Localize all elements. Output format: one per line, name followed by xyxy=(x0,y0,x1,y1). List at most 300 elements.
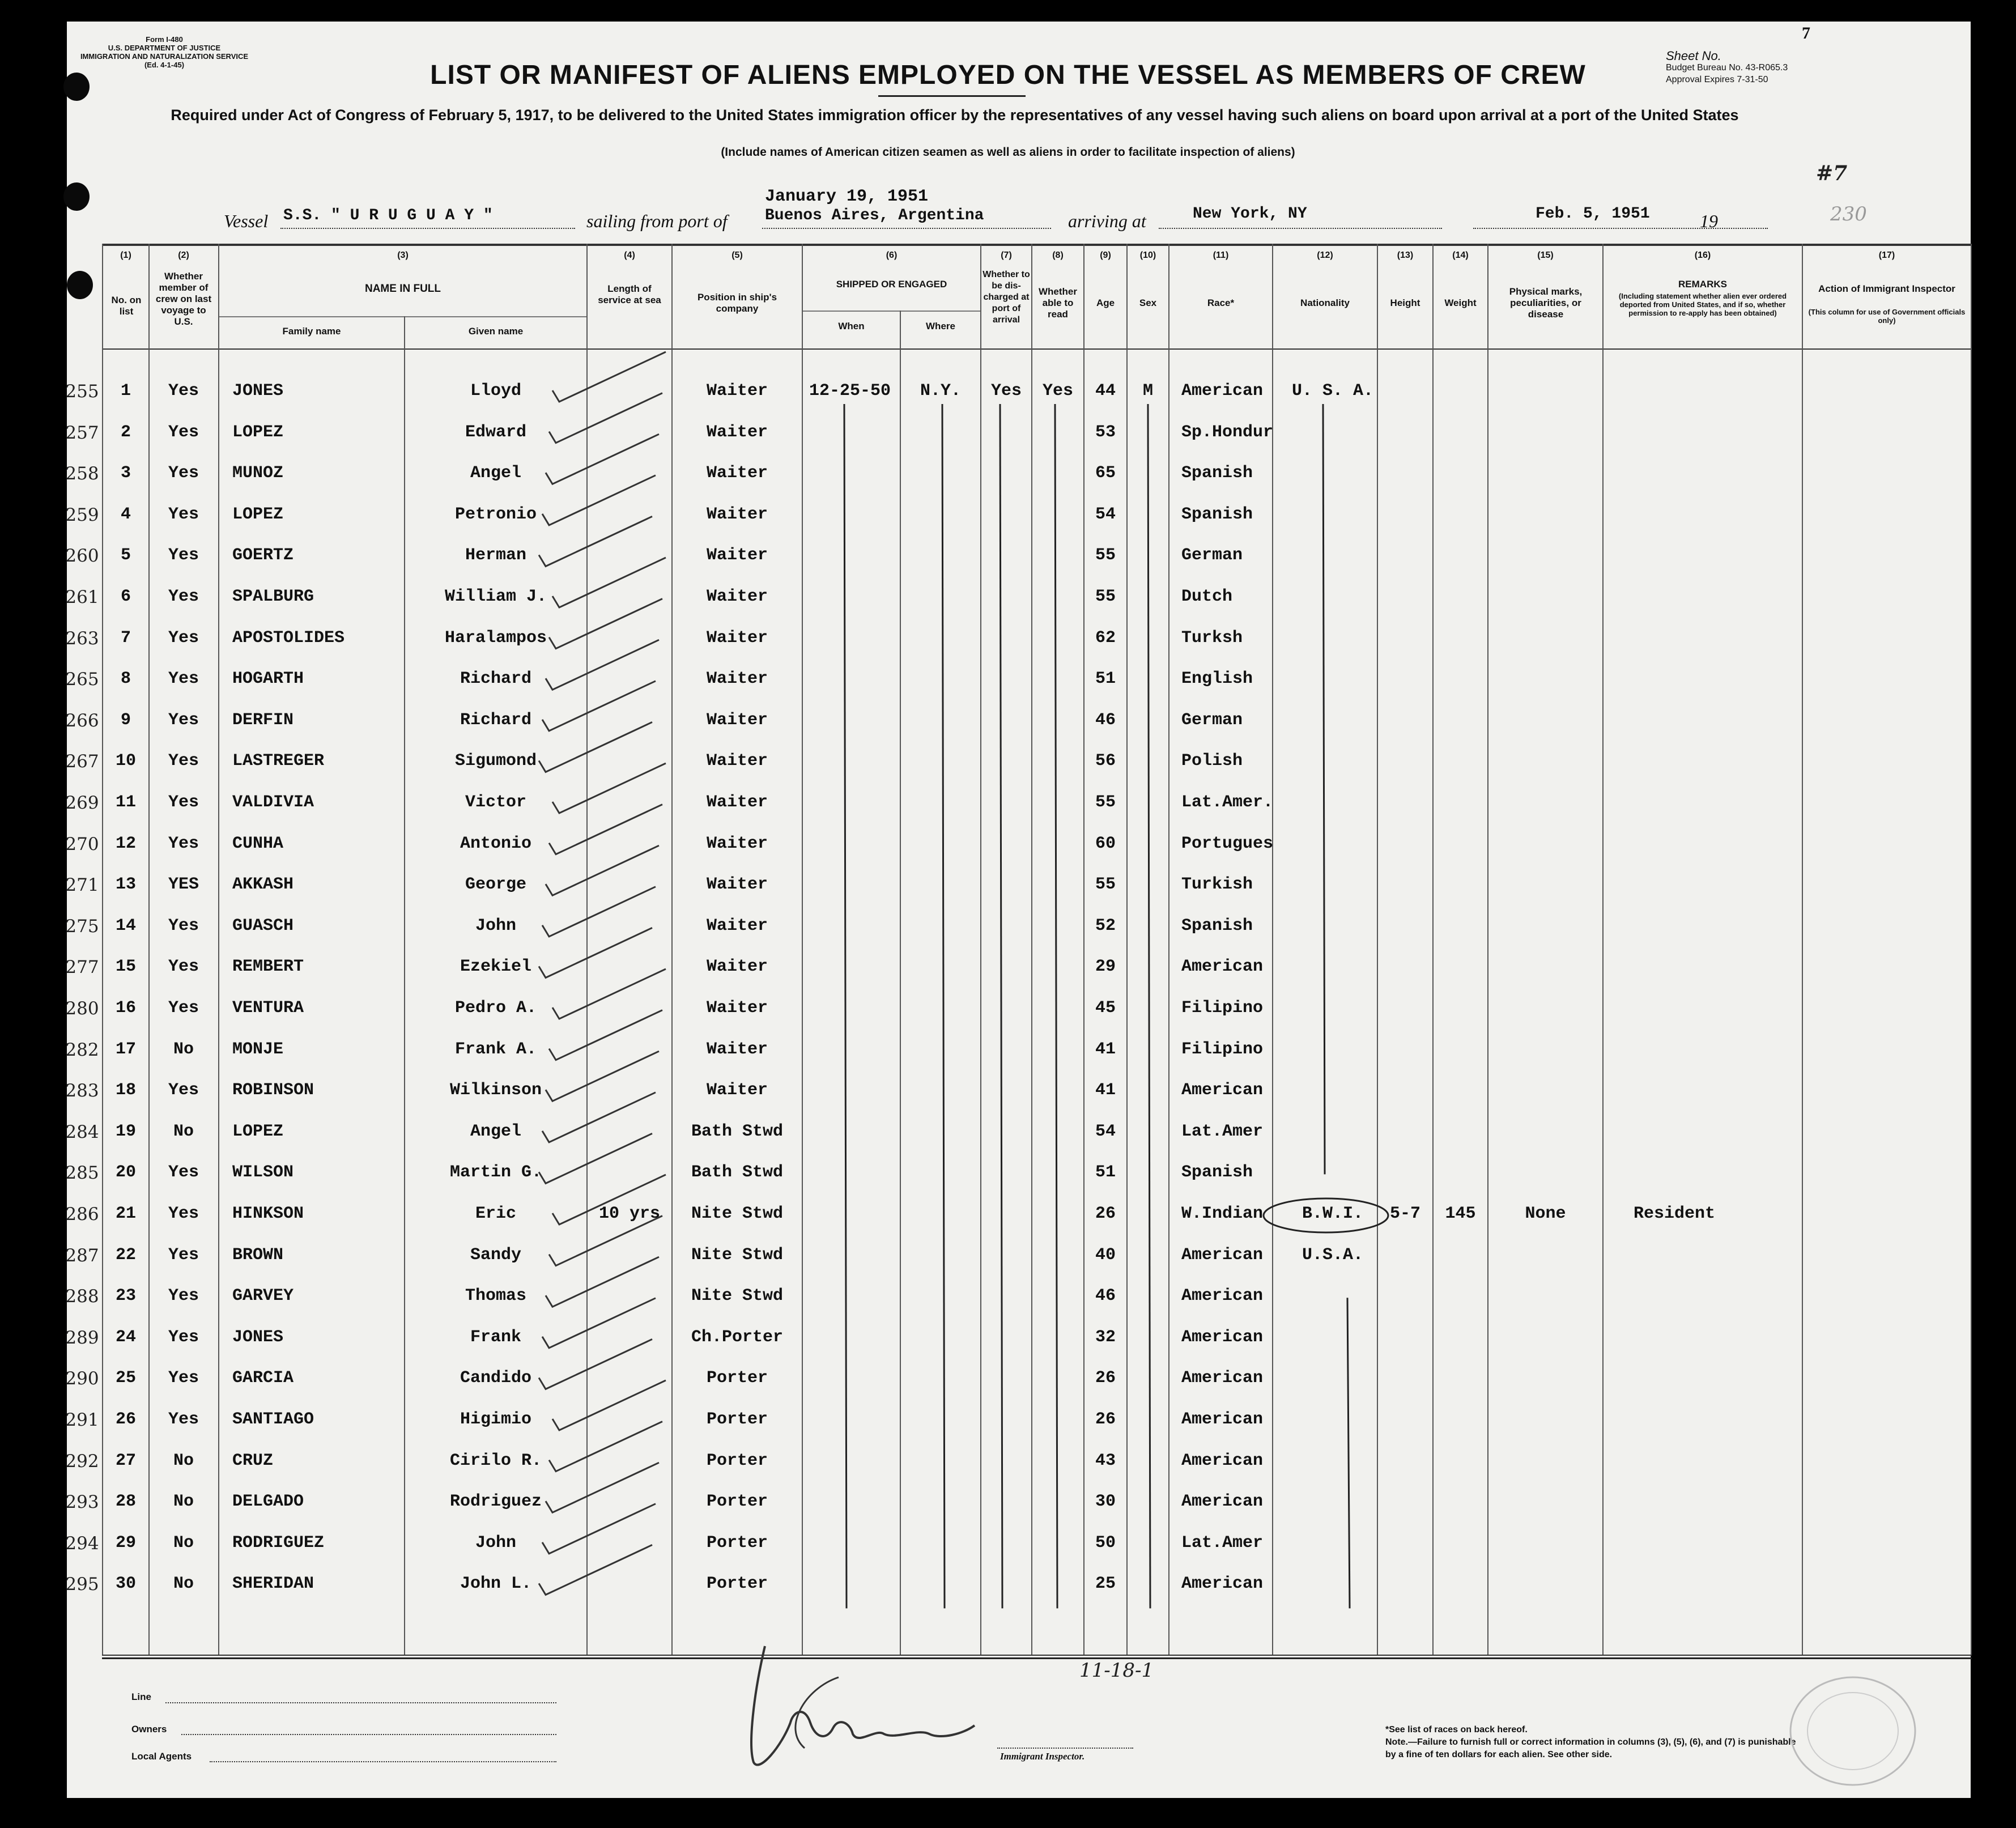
cell-family: AKKASH xyxy=(232,875,294,894)
cell-race: W.Indian xyxy=(1181,1204,1264,1223)
cell-age: 46 xyxy=(1095,1286,1116,1306)
cell-margin: 277 xyxy=(65,957,99,977)
cell-margin: 290 xyxy=(65,1368,99,1389)
cell-position: Waiter xyxy=(706,464,768,483)
cell-prev: Yes xyxy=(168,1163,199,1182)
cell-given: Higimio xyxy=(460,1410,532,1429)
cell-family: CRUZ xyxy=(232,1451,274,1470)
cell-race: Lat.Amer xyxy=(1181,1122,1264,1141)
cell-no: 4 xyxy=(120,505,131,524)
cell-position: Waiter xyxy=(706,1081,768,1100)
cell-position: Nite Stwd xyxy=(691,1204,784,1223)
cell-prev: Yes xyxy=(168,505,199,524)
cell-family: MUNOZ xyxy=(232,464,284,483)
cell-race: American xyxy=(1181,381,1264,401)
cell-family: HINKSON xyxy=(232,1204,304,1223)
cell-age: 41 xyxy=(1095,1040,1116,1059)
arriving-port: New York, NY xyxy=(1193,205,1307,223)
handwritten-number: 230 xyxy=(1830,203,1867,226)
col16-note: (Including statement whether alien ever ordered deported from United States, and if so, whether permission to re-apply has been obtained) xyxy=(1618,292,1787,317)
approval-expiry: Approval Expires 7-31-50 xyxy=(1666,75,1768,84)
cell-given: John L. xyxy=(460,1574,532,1593)
col14-label: Weight xyxy=(1444,297,1477,308)
cell-no: 26 xyxy=(115,1410,136,1429)
cell-race: Spanish xyxy=(1181,464,1253,483)
col5-label: Position in ship's company xyxy=(697,292,777,314)
cell-race: Spanish xyxy=(1181,505,1253,524)
cell-age: 29 xyxy=(1095,957,1116,976)
cell-race: Turkish xyxy=(1181,875,1253,894)
col6-num: (6) xyxy=(886,250,898,260)
arriving-label: arriving at xyxy=(1068,211,1146,231)
cell-age: 45 xyxy=(1095,998,1116,1018)
cell-no: 20 xyxy=(115,1163,136,1182)
col11-num: (11) xyxy=(1213,250,1229,260)
cell-given: Angel xyxy=(470,1122,521,1141)
cell-race: American xyxy=(1181,1328,1264,1347)
subnote: (Include names of American citizen seamen as well as aliens in order to facilitate inspection of aliens) xyxy=(721,146,1295,159)
cell-margin: 293 xyxy=(65,1492,99,1512)
col16-label: REMARKS xyxy=(1678,279,1727,290)
cell-position: Waiter xyxy=(706,711,768,730)
cell-position: Waiter xyxy=(706,669,768,688)
col11-label: Race* xyxy=(1207,297,1235,308)
cell-prev: Yes xyxy=(168,423,199,442)
cell-family: LOPEZ xyxy=(232,423,284,442)
cell-margin: 287 xyxy=(65,1245,99,1266)
col7-label: Whether to be dis-charged at port of arrival xyxy=(983,270,1030,325)
cell-no: 6 xyxy=(120,587,131,606)
cell-position: Waiter xyxy=(706,628,768,648)
cell-position: Bath Stwd xyxy=(691,1163,784,1182)
cell-when: 12-25-50 xyxy=(809,381,891,401)
cell-weight: 145 xyxy=(1445,1204,1476,1223)
cell-position: Bath Stwd xyxy=(691,1122,784,1141)
cell-marks: None xyxy=(1525,1204,1566,1223)
cell-margin: 288 xyxy=(65,1286,99,1307)
department: U.S. DEPARTMENT OF JUSTICE xyxy=(108,44,221,52)
cell-position: Waiter xyxy=(706,587,768,606)
col15-num: (15) xyxy=(1537,250,1554,260)
footer-agents-label: Local Agents xyxy=(131,1751,192,1762)
cell-family: JONES xyxy=(232,381,284,401)
cell-age: 55 xyxy=(1095,793,1116,812)
cell-race: Filipino xyxy=(1181,998,1264,1018)
cell-prev: No xyxy=(173,1040,194,1059)
edition: (Ed. 4-1-45) xyxy=(144,61,185,69)
cell-given: Wilkinson xyxy=(449,1081,542,1100)
cell-given: William J. xyxy=(444,587,547,606)
cell-margin: 291 xyxy=(65,1410,99,1430)
cell-no: 29 xyxy=(115,1533,136,1553)
cell-family: SPALBURG xyxy=(232,587,314,606)
cell-age: 41 xyxy=(1095,1081,1116,1100)
handwritten-sheet-ref: #7 xyxy=(1816,161,1848,185)
service: IMMIGRATION AND NATURALIZATION SERVICE xyxy=(80,52,249,61)
cell-height: 5-7 xyxy=(1389,1204,1420,1223)
cell-prev: No xyxy=(173,1451,194,1470)
col6-when: When xyxy=(838,321,865,331)
cell-margin: 284 xyxy=(65,1122,99,1142)
cell-race: Spanish xyxy=(1181,916,1253,936)
cell-race: German xyxy=(1181,546,1243,565)
cell-no: 10 xyxy=(115,751,136,771)
races-footnote: *See list of races on back hereof. xyxy=(1385,1725,1528,1735)
cell-no: 5 xyxy=(120,546,131,565)
cell-no: 27 xyxy=(115,1451,136,1470)
vessel-label: Vessel xyxy=(224,211,269,231)
sailing-port: Buenos Aires, Argentina xyxy=(765,207,984,224)
cell-given: Richard xyxy=(460,711,532,730)
col10-num: (10) xyxy=(1139,250,1156,260)
cell-race: American xyxy=(1181,1286,1264,1306)
col12-label: Nationality xyxy=(1300,297,1350,308)
col16-num: (16) xyxy=(1694,250,1711,260)
col12-num: (12) xyxy=(1317,250,1333,260)
cell-given: Frank A. xyxy=(454,1040,537,1059)
cell-margin: 255 xyxy=(65,381,99,402)
col3-given: Given name xyxy=(468,326,524,337)
cell-no: 28 xyxy=(115,1492,136,1511)
cell-race: English xyxy=(1181,669,1253,688)
cell-margin: 260 xyxy=(65,546,99,566)
cell-prev: Yes xyxy=(168,464,199,483)
cell-age: 53 xyxy=(1095,423,1116,442)
cell-margin: 270 xyxy=(65,834,99,855)
cell-no: 15 xyxy=(115,957,136,976)
cell-family: GUASCH xyxy=(232,916,294,936)
cell-prev: Yes xyxy=(168,587,199,606)
cell-no: 2 xyxy=(120,423,131,442)
cell-prev: Yes xyxy=(168,381,199,401)
cell-nat: U.S.A. xyxy=(1302,1245,1364,1265)
year-prefix: 19 xyxy=(1700,211,1718,231)
cell-margin: 295 xyxy=(65,1574,99,1595)
cell-margin: 269 xyxy=(65,793,99,813)
cell-no: 30 xyxy=(115,1574,136,1593)
cell-no: 13 xyxy=(115,875,136,894)
cell-margin: 267 xyxy=(65,751,99,772)
col3-family: Family name xyxy=(282,326,341,337)
cell-family: WILSON xyxy=(232,1163,294,1182)
cell-prev: Yes xyxy=(168,546,199,565)
cell-position: Waiter xyxy=(706,381,768,401)
cell-no: 3 xyxy=(120,464,131,483)
cell-family: HOGARTH xyxy=(232,669,304,688)
cell-family: ROBINSON xyxy=(232,1081,314,1100)
cell-prev: Yes xyxy=(168,1410,199,1429)
cell-margin: 261 xyxy=(65,587,99,607)
cell-no: 7 xyxy=(120,628,131,648)
cell-family: CUNHA xyxy=(232,834,284,853)
cell-prev: Yes xyxy=(168,793,199,812)
cell-given: Ezekiel xyxy=(460,957,532,976)
cell-prev: Yes xyxy=(168,1368,199,1388)
cell-age: 56 xyxy=(1095,751,1116,771)
page-title: LIST OR MANIFEST OF ALIENS EMPLOYED ON THE VESSEL AS MEMBERS OF CREW xyxy=(430,60,1586,90)
col17-label: Action of Immigrant Inspector xyxy=(1818,283,1955,294)
cell-position: Porter xyxy=(706,1451,768,1470)
col8-label: Whether able to read xyxy=(1039,286,1077,320)
cell-given: Sigumond xyxy=(454,751,537,771)
cell-given: John xyxy=(475,916,516,936)
cell-race: American xyxy=(1181,1368,1264,1388)
cell-given: Thomas xyxy=(465,1286,527,1306)
cell-position: Porter xyxy=(706,1410,768,1429)
cell-where: N.Y. xyxy=(920,381,961,401)
cell-margin: 259 xyxy=(65,505,99,525)
penalty-footnote: Note.—Failure to furnish full or correct information in columns (3), (5), (6), and (7) is punishable by a fine of ten dollars for each alien. See other side. xyxy=(1385,1737,1796,1759)
cell-age: 44 xyxy=(1095,381,1116,401)
arrival-date: Feb. 5, 1951 xyxy=(1536,205,1650,223)
cell-race: German xyxy=(1181,711,1243,730)
cell-family: LASTREGER xyxy=(232,751,325,771)
cell-given: John xyxy=(475,1533,516,1553)
cell-position: Waiter xyxy=(706,1040,768,1059)
col9-label: Age xyxy=(1096,297,1115,308)
col3-num: (3) xyxy=(397,250,409,260)
cell-prev: Yes xyxy=(168,916,199,936)
col2-num: (2) xyxy=(178,250,189,260)
cell-age: 65 xyxy=(1095,464,1116,483)
cell-position: Porter xyxy=(706,1492,768,1511)
cell-age: 46 xyxy=(1095,711,1116,730)
cell-margin: 294 xyxy=(65,1533,99,1554)
cell-family: REMBERT xyxy=(232,957,304,976)
cell-prev: Yes xyxy=(168,628,199,648)
cell-family: LOPEZ xyxy=(232,505,284,524)
cell-position: Waiter xyxy=(706,957,768,976)
cell-given: Petronio xyxy=(454,505,537,524)
cell-service: 10 yrs xyxy=(598,1204,661,1223)
cell-position: Waiter xyxy=(706,834,768,853)
cell-family: DERFIN xyxy=(232,711,294,730)
sheet-label: Sheet No. xyxy=(1666,49,1721,63)
cell-position: Porter xyxy=(706,1533,768,1553)
cell-no: 18 xyxy=(115,1081,136,1100)
cell-given: Sandy xyxy=(470,1245,521,1265)
cell-position: Nite Stwd xyxy=(691,1245,784,1265)
budget-bureau: Budget Bureau No. 43-R065.3 xyxy=(1666,63,1788,73)
cell-position: Nite Stwd xyxy=(691,1286,784,1306)
form-number: Form I-480 xyxy=(146,35,183,44)
cell-age: 55 xyxy=(1095,875,1116,894)
cell-margin: 283 xyxy=(65,1081,99,1101)
cell-prev: Yes xyxy=(168,711,199,730)
cell-given: Angel xyxy=(470,464,521,483)
cell-margin: 292 xyxy=(65,1451,99,1472)
cell-prev: No xyxy=(173,1533,194,1553)
col6-label: SHIPPED OR ENGAGED xyxy=(836,279,947,290)
cell-given: George xyxy=(465,875,527,894)
col1-num: (1) xyxy=(120,250,131,260)
cell-no: 11 xyxy=(115,793,136,812)
cell-family: RODRIGUEZ xyxy=(232,1533,325,1553)
cell-age: 50 xyxy=(1095,1533,1116,1553)
cell-given: Rodriguez xyxy=(449,1492,542,1511)
cell-given: Victor xyxy=(465,793,527,812)
cell-margin: 275 xyxy=(65,916,99,937)
cell-race: Portugues xyxy=(1181,834,1274,853)
col5-num: (5) xyxy=(731,250,743,260)
cell-margin: 271 xyxy=(65,875,99,895)
cell-age: 26 xyxy=(1095,1410,1116,1429)
cell-age: 26 xyxy=(1095,1204,1116,1223)
cell-given: Haralampos xyxy=(444,628,547,648)
cell-age: 43 xyxy=(1095,1451,1116,1470)
cell-no: 16 xyxy=(115,998,136,1018)
cell-prev: Yes xyxy=(168,751,199,771)
cell-race: American xyxy=(1181,1451,1264,1470)
cell-margin: 257 xyxy=(65,423,99,443)
cell-age: 52 xyxy=(1095,916,1116,936)
cell-race: American xyxy=(1181,1081,1264,1100)
cell-position: Porter xyxy=(706,1574,768,1593)
col7-num: (7) xyxy=(1001,250,1012,260)
cell-race: Dutch xyxy=(1181,587,1233,606)
cell-race: Polish xyxy=(1181,751,1243,771)
cell-age: 55 xyxy=(1095,587,1116,606)
cell-given: Martin G. xyxy=(449,1163,542,1182)
cell-no: 21 xyxy=(115,1204,136,1223)
cell-position: Ch.Porter xyxy=(691,1328,784,1347)
cell-prev: Yes xyxy=(168,957,199,976)
cell-given: Cirilo R. xyxy=(449,1451,542,1470)
cell-no: 14 xyxy=(115,916,136,936)
cell-race: American xyxy=(1181,1245,1264,1265)
cell-disch: Yes xyxy=(990,381,1022,401)
cell-sex: M xyxy=(1142,381,1153,401)
cell-nat: B.W.I. xyxy=(1302,1204,1364,1223)
col13-label: Height xyxy=(1390,297,1420,308)
cell-position: Waiter xyxy=(706,505,768,524)
cell-prev: Yes xyxy=(168,998,199,1018)
cell-position: Waiter xyxy=(706,423,768,442)
cell-read: Yes xyxy=(1042,381,1073,401)
vessel-name: S.S. " U R U G U A Y " xyxy=(283,207,493,224)
cell-position: Waiter xyxy=(706,875,768,894)
cell-position: Waiter xyxy=(706,546,768,565)
cell-margin: 289 xyxy=(65,1328,99,1348)
cell-no: 12 xyxy=(115,834,136,853)
cell-family: BROWN xyxy=(232,1245,284,1265)
cell-position: Waiter xyxy=(706,793,768,812)
cell-age: 62 xyxy=(1095,628,1116,648)
cell-prev: Yes xyxy=(168,1204,199,1223)
col4-label: Length of service at sea xyxy=(598,283,661,305)
cell-given: Lloyd xyxy=(470,381,521,401)
cell-prev: No xyxy=(173,1492,194,1511)
col8-num: (8) xyxy=(1052,250,1064,260)
cell-position: Waiter xyxy=(706,916,768,936)
cell-race: Turksh xyxy=(1181,628,1243,648)
cell-age: 51 xyxy=(1095,669,1116,688)
sailing-date: January 19, 1951 xyxy=(765,187,929,206)
cell-position: Waiter xyxy=(706,751,768,771)
footer-line-label: Line xyxy=(131,1691,151,1702)
cell-margin: 280 xyxy=(65,998,99,1019)
col13-num: (13) xyxy=(1397,250,1414,260)
cell-race: American xyxy=(1181,1410,1264,1429)
subtitle: Required under Act of Congress of February 5, 1917, to be delivered to the United States immigration officer by the representatives of any vessel having such aliens on board upon arrival at a port of the United States xyxy=(171,107,1739,124)
cell-age: 40 xyxy=(1095,1245,1116,1265)
cell-given: Antonio xyxy=(460,834,532,853)
cell-no: 19 xyxy=(115,1122,136,1141)
cell-prev: No xyxy=(173,1122,194,1141)
cell-family: VALDIVIA xyxy=(232,793,314,812)
cell-given: Richard xyxy=(460,669,532,688)
col9-num: (9) xyxy=(1100,250,1111,260)
cell-no: 8 xyxy=(120,669,131,688)
cell-age: 60 xyxy=(1095,834,1116,853)
cell-margin: 286 xyxy=(65,1204,99,1225)
sheet-number: 7 xyxy=(1802,24,1810,42)
cell-no: 1 xyxy=(120,381,131,401)
handwritten-date: 11-18-1 xyxy=(1079,1659,1154,1682)
cell-family: APOSTOLIDES xyxy=(232,628,345,648)
cell-race: Sp.Hondur xyxy=(1181,423,1274,442)
cell-age: 30 xyxy=(1095,1492,1116,1511)
cell-prev: Yes xyxy=(168,1286,199,1306)
cell-age: 32 xyxy=(1095,1328,1116,1347)
cell-no: 23 xyxy=(115,1286,136,1306)
cell-family: GARCIA xyxy=(232,1368,294,1388)
cell-margin: 263 xyxy=(65,628,99,649)
cell-margin: 265 xyxy=(65,669,99,690)
cell-margin: 282 xyxy=(65,1040,99,1060)
col17-note: (This column for use of Government officials only) xyxy=(1808,308,1966,325)
col17-num: (17) xyxy=(1878,250,1895,260)
col2-label: Whether member of crew on last voyage to U.S. xyxy=(155,271,212,327)
cell-given: Frank xyxy=(470,1328,521,1347)
cell-age: 26 xyxy=(1095,1368,1116,1388)
col3-label: NAME IN FULL xyxy=(364,283,441,295)
cell-no: 25 xyxy=(115,1368,136,1388)
cell-nat: U. S. A. xyxy=(1291,381,1374,401)
cell-family: VENTURA xyxy=(232,998,304,1018)
cell-given: Herman xyxy=(465,546,527,565)
col1-label: No. on list xyxy=(111,295,142,317)
cell-no: 9 xyxy=(120,711,131,730)
cell-no: 17 xyxy=(115,1040,136,1059)
col10-label: Sex xyxy=(1139,297,1157,308)
cell-family: GARVEY xyxy=(232,1286,294,1306)
col6-where: Where xyxy=(926,321,955,331)
cell-position: Porter xyxy=(706,1368,768,1388)
col4-num: (4) xyxy=(624,250,635,260)
cell-prev: Yes xyxy=(168,669,199,688)
cell-no: 22 xyxy=(115,1245,136,1265)
cell-family: SANTIAGO xyxy=(232,1410,314,1429)
cell-given: Pedro A. xyxy=(454,998,537,1018)
col14-num: (14) xyxy=(1452,250,1469,260)
cell-age: 51 xyxy=(1095,1163,1116,1182)
cell-given: Candido xyxy=(460,1368,532,1388)
cell-position: Waiter xyxy=(706,998,768,1018)
cell-race: American xyxy=(1181,1492,1264,1511)
cell-prev: YES xyxy=(168,875,199,894)
cell-prev: Yes xyxy=(168,1081,199,1100)
cell-age: 55 xyxy=(1095,546,1116,565)
cell-prev: No xyxy=(173,1574,194,1593)
cell-family: SHERIDAN xyxy=(232,1574,314,1593)
cell-given: Edward xyxy=(465,423,527,442)
col15-label: Physical marks, peculiarities, or disease xyxy=(1509,286,1583,320)
cell-race: Lat.Amer. xyxy=(1181,793,1274,812)
cell-family: GOERTZ xyxy=(232,546,294,565)
cell-family: MONJE xyxy=(232,1040,284,1059)
cell-prev: Yes xyxy=(168,1328,199,1347)
